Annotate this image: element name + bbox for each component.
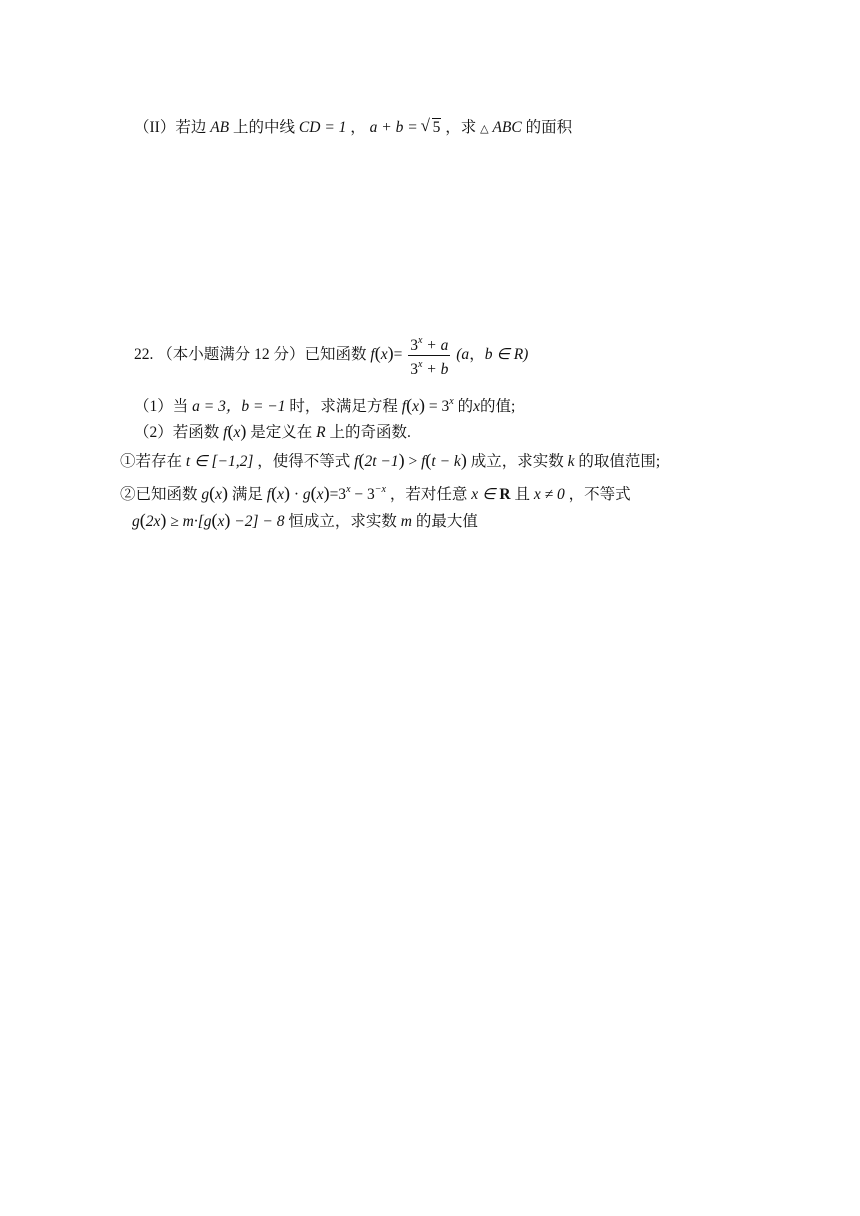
item-2-line: ②已知函数 g(x) 满足 $f(x) \cdot g(x)=3^x - 3^{-x}$ ，若对任意 x ∈ R 且 x ≠ 0 ，不等式	[120, 483, 631, 503]
item-1-text-1: ，使得不等式	[257, 453, 351, 470]
part-ii-line	[134, 118, 572, 139]
item-1-line: ①若存在 t ∈ [−1,2] ，使得不等式 f(2t −1) > f(t − k) 成立，求实数 k 的取值范围;	[120, 450, 661, 470]
domain-separator: ，	[469, 346, 485, 364]
sqrt-five	[422, 118, 442, 138]
item-2-equals: =3	[329, 486, 347, 503]
item-1-text-3: 的取值范围;	[578, 453, 661, 470]
item-2-exponent-1: x	[346, 484, 351, 495]
item-2b-arg: 2x	[145, 513, 161, 530]
domain-b: b ∈ R)	[484, 346, 529, 364]
sub-2-text-2: 上的奇函数.	[329, 424, 411, 441]
item-2b-inner-arg: x	[217, 513, 225, 530]
part-ii-text-1: 上的中线	[233, 119, 296, 136]
item-1-rhs-arg: t − k	[431, 453, 461, 470]
item-2-dot: ·	[290, 486, 303, 503]
fraction-denominator: $3^x + b$	[410, 359, 449, 378]
item-2-label: ②已知函数	[120, 486, 198, 503]
sub-1-exponent: x	[449, 396, 454, 407]
item-1-lhs-arg: 2t −1	[364, 453, 399, 470]
fraction-numerator: $3^x + a$	[408, 332, 450, 356]
item-1-variable-k: k	[567, 453, 575, 470]
item-2-text-2: ，若对任意	[389, 486, 468, 503]
equals-sign: =	[393, 346, 403, 364]
item-2-function-arg: x	[215, 486, 223, 503]
sub-1-condition: a = 3，b = −1	[192, 398, 286, 415]
item-2b-text-2: 的最大值	[415, 513, 478, 530]
item-2b-variable-m: m	[400, 513, 412, 530]
sub-1-text-1: 时，求满足方程	[289, 398, 398, 415]
sub-2-label: （2）若函数	[134, 424, 220, 441]
part-ii-separator: ，	[350, 119, 366, 136]
function-fraction	[408, 332, 450, 379]
item-2-real-set: R	[499, 486, 511, 503]
sub-2-real-set: R	[316, 424, 326, 441]
domain-a: (a	[456, 346, 470, 364]
item-2b-function-g: g	[132, 513, 140, 530]
item-2-text-1: 满足	[231, 486, 263, 503]
item-2-exponent-2: −x	[374, 484, 386, 495]
item-2-minus: − 3	[350, 486, 375, 503]
sub-1-function-arg: x	[412, 398, 419, 415]
item-2b-inequality: ≥ m·[g	[166, 513, 212, 530]
item-2-text-4: ，不等式	[568, 486, 631, 503]
item-1-text-2: 成立，求实数	[470, 453, 564, 470]
part-ii-label: （II）若边	[134, 119, 207, 136]
item-2b-tail: −2] − 8	[230, 513, 285, 530]
segment-ab: AB	[210, 119, 230, 136]
sum-a-b: a + b =	[369, 119, 418, 136]
sub-1-function-f: f	[401, 398, 407, 415]
question-meta: （本小题满分 12 分）已知函数	[157, 346, 367, 364]
question-number: 22.	[134, 346, 154, 364]
triangle-symbol: △	[480, 123, 489, 135]
sub-question-1-line: （1）当 a = 3，b = −1 时，求满足方程 $f(x) = 3^x$ 的x的值;	[134, 395, 516, 415]
question-22-line: 22. （本小题满分 12 分）已知函数 f(x)= $\frac{3^x + a}{3^x + b}$ (a，b ∈ R)	[134, 332, 528, 379]
item-2-continuation-line: g(2x) ≥ m·[g(x) −2] − 8 恒成立，求实数 m 的最大值	[132, 510, 478, 530]
part-ii-text-3: 的面积	[525, 119, 573, 136]
item-1-label: ①若存在	[120, 453, 183, 470]
function-f: f	[370, 346, 375, 364]
triangle-abc: ABC	[492, 119, 522, 136]
item-1-condition: t ∈ [−1,2]	[185, 453, 254, 470]
sub-2-text-1: 是定义在	[250, 424, 313, 441]
sub-question-2-line: （2）若函数 f(x) 是定义在 R 上的奇函数.	[134, 421, 411, 441]
sub-1-text-3: 的值;	[479, 398, 516, 415]
sub-2-function-f: f	[223, 424, 228, 441]
part-ii-text-2: ，求	[445, 119, 477, 136]
function-arg: x	[380, 346, 388, 364]
item-1-greater-than: >	[404, 453, 422, 470]
item-2-membership: x ∈	[471, 486, 500, 503]
sub-1-label: （1）当	[134, 398, 189, 415]
sub-1-equation: = 3	[425, 398, 450, 415]
item-2b-text-1: 恒成立，求实数	[288, 513, 397, 530]
sub-2-function-arg: x	[233, 424, 241, 441]
sqrt-radicand: 5	[432, 119, 441, 136]
item-2-nonzero: x ≠ 0	[533, 486, 565, 503]
sub-1-text-2: 的	[457, 398, 474, 415]
item-2-function-g: g	[201, 486, 210, 503]
sub-1-variable: x	[473, 398, 480, 415]
item-2-text-3: 且	[514, 486, 530, 503]
median-cd-equation: CD = 1	[298, 119, 347, 136]
